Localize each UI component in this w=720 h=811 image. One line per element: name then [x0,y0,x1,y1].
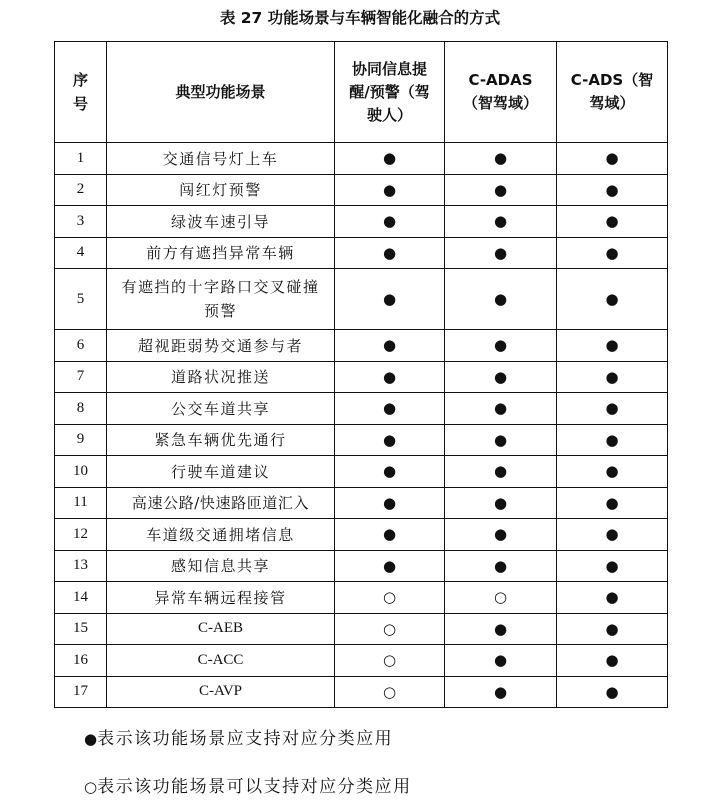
scenario-table [54,41,668,708]
c-ads-mark: ● [557,361,668,393]
row-scene: C-AVP [107,676,335,708]
row-number: 12 [55,519,107,551]
c-ads-mark: ● [557,393,668,425]
row-scene: 紧急车辆优先通行 [107,424,335,456]
row-scene: 前方有遮挡异常车辆 [107,237,335,269]
row-scene: 高速公路/快速路匝道汇入 [107,487,335,519]
row-scene: 超视距弱势交通参与者 [107,330,335,362]
row-number: 14 [55,582,107,614]
row-scene: C-ACC [107,645,335,677]
c-adas-mark: ● [445,487,557,519]
driver-alert-mark: ● [335,519,445,551]
c-ads-mark: ● [557,424,668,456]
header-driver-alert-text: 协同信息提醒/预警（驾驶人） [349,59,430,124]
c-adas-mark: ● [445,269,557,330]
table-row [55,361,668,393]
c-adas-mark: ● [445,330,557,362]
c-ads-mark: ● [557,206,668,238]
c-ads-mark: ● [557,174,668,206]
row-number: 11 [55,487,107,519]
driver-alert-mark: ○ [335,645,445,677]
table-caption: 表 27 功能场景与车辆智能化融合的方式 [219,9,501,27]
c-adas-mark: ● [445,645,557,677]
legend-text-optional: 表示该功能场景可以支持对应分类应用 [97,777,412,797]
table-row [55,519,668,551]
header-c-adas [445,42,557,143]
driver-alert-mark: ● [335,424,445,456]
c-adas-mark: ● [445,424,557,456]
row-number: 3 [55,206,107,238]
row-scene: 车道级交通拥堵信息 [107,519,335,551]
driver-alert-mark: ○ [335,613,445,645]
c-adas-mark: ● [445,237,557,269]
driver-alert-mark: ● [335,487,445,519]
header-c-ads-text: C-ADS（智驾域） [570,71,654,112]
c-ads-mark: ● [557,237,668,269]
header-driver-alert [335,42,445,143]
row-number: 15 [55,613,107,645]
legend-item-optional [84,772,412,797]
table-row [55,456,668,488]
filled-circle-icon: ● [84,730,98,748]
c-adas-mark: ● [445,393,557,425]
table-row [55,613,668,645]
row-scene: 绿波车速引导 [107,206,335,238]
driver-alert-mark: ● [335,143,445,175]
c-ads-mark: ● [557,582,668,614]
table-body [55,143,668,708]
row-scene: 异常车辆远程接管 [107,582,335,614]
row-number: 5 [55,269,107,330]
c-ads-mark: ● [557,676,668,708]
row-scene-text: 有遮挡的十字路口交叉碰撞预警 [121,278,320,320]
row-number: 4 [55,237,107,269]
row-number: 13 [55,550,107,582]
c-ads-mark: ● [557,613,668,645]
driver-alert-mark: ● [335,361,445,393]
table-row [55,269,668,330]
table-row [55,174,668,206]
c-ads-mark: ● [557,330,668,362]
c-adas-mark: ● [445,361,557,393]
table-row [55,676,668,708]
row-number: 17 [55,676,107,708]
c-ads-mark: ● [557,645,668,677]
header-c-adas-text: C-ADAS（智驾域） [462,71,538,112]
c-adas-mark: ● [445,550,557,582]
c-adas-mark: ● [445,143,557,175]
row-number: 16 [55,645,107,677]
table-row [55,143,668,175]
table-row [55,393,668,425]
table-row [55,550,668,582]
table-row [55,237,668,269]
header-scene: 典型功能场景 [107,42,335,143]
driver-alert-mark: ○ [335,582,445,614]
row-number: 6 [55,330,107,362]
row-number: 9 [55,424,107,456]
row-number: 10 [55,456,107,488]
c-adas-mark: ● [445,456,557,488]
row-scene: 闯红灯预警 [107,174,335,206]
row-scene: 行驶车道建议 [107,456,335,488]
c-adas-mark: ● [445,174,557,206]
header-index-text: 序号 [72,71,88,113]
driver-alert-mark: ● [335,330,445,362]
c-ads-mark: ● [557,519,668,551]
row-scene [107,269,335,330]
table-header-row [55,42,668,143]
c-adas-mark: ○ [445,582,557,614]
c-ads-mark: ● [557,456,668,488]
row-number: 1 [55,143,107,175]
header-index [55,42,107,143]
row-number: 8 [55,393,107,425]
driver-alert-mark: ● [335,206,445,238]
table-row [55,206,668,238]
row-scene: 道路状况推送 [107,361,335,393]
driver-alert-mark: ● [335,393,445,425]
c-ads-mark: ● [557,550,668,582]
driver-alert-mark: ● [335,174,445,206]
hollow-circle-icon: ○ [84,778,98,796]
c-adas-mark: ● [445,613,557,645]
driver-alert-mark: ● [335,550,445,582]
c-adas-mark: ● [445,519,557,551]
driver-alert-mark: ○ [335,676,445,708]
legend-item-required [84,724,393,749]
row-scene: 感知信息共享 [107,550,335,582]
c-ads-mark: ● [557,269,668,330]
c-ads-mark: ● [557,487,668,519]
legend-text-required: 表示该功能场景应支持对应分类应用 [97,729,394,749]
row-number: 2 [55,174,107,206]
row-scene: 交通信号灯上车 [107,143,335,175]
driver-alert-mark: ● [335,456,445,488]
c-ads-mark: ● [557,143,668,175]
table-row [55,424,668,456]
table-row [55,487,668,519]
row-scene: C-AEB [107,613,335,645]
driver-alert-mark: ● [335,237,445,269]
row-scene: 公交车道共享 [107,393,335,425]
driver-alert-mark: ● [335,269,445,330]
table-row [55,582,668,614]
table-row [55,645,668,677]
row-number: 7 [55,361,107,393]
c-adas-mark: ● [445,676,557,708]
table-row [55,330,668,362]
header-c-ads [557,42,668,143]
c-adas-mark: ● [445,206,557,238]
